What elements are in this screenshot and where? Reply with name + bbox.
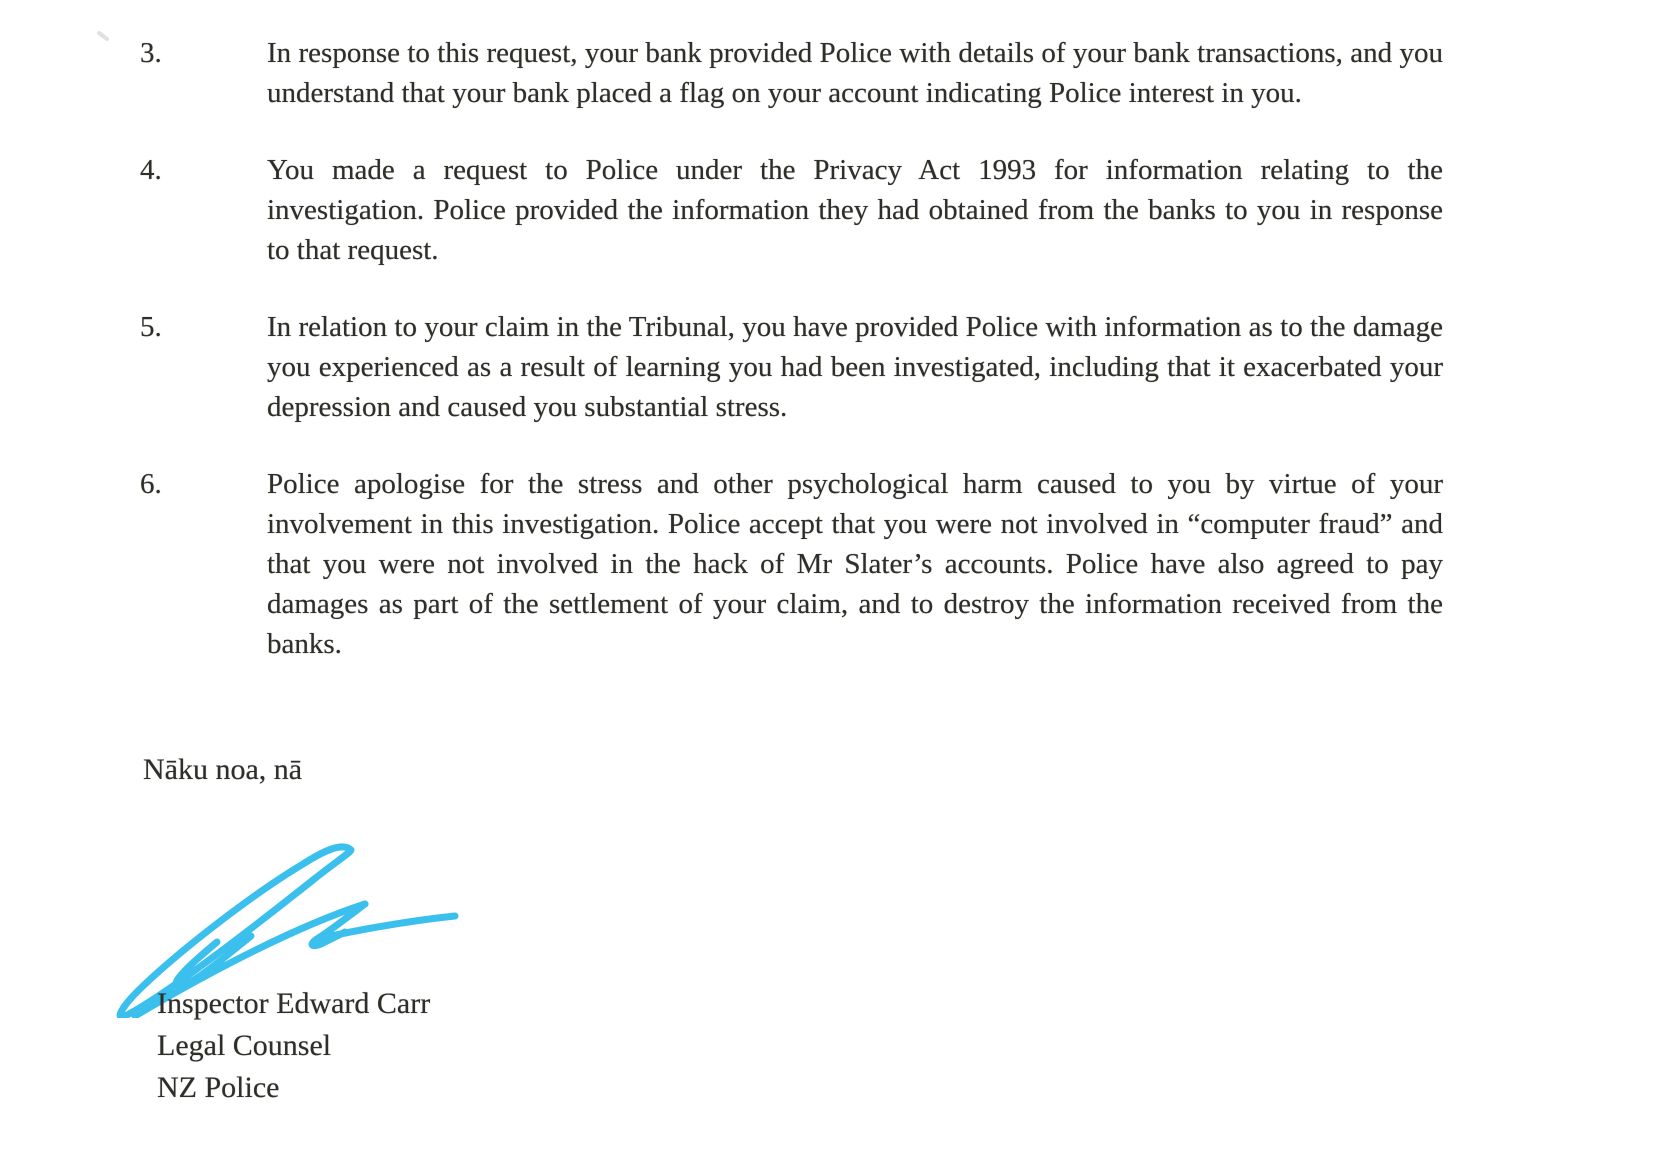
numbered-paragraph-6 (140, 464, 1662, 664)
numbered-paragraph-4 (140, 150, 1662, 270)
signatory-title: Legal Counsel (157, 1029, 332, 1062)
paragraph-number: 3. (140, 37, 162, 69)
paragraph-number: 6. (140, 468, 162, 500)
signatory-name: Inspector Edward Carr (157, 987, 431, 1020)
signature-block (157, 983, 430, 1109)
paragraph-number: 4. (140, 154, 162, 186)
valediction: Nāku noa, nā (143, 753, 303, 786)
paragraph-text: Police apologise for the stress and other psychological harm caused to you by virtue of your involvement in this investigation. Police accept that you were not involved in “computer fraud” and that you were not involved in the hack of Mr Slater’s accounts. Police have also agreed to pay damages as part of the settlement of your claim, and to destroy the information received from the banks. (267, 468, 1443, 660)
signatory-org: NZ Police (157, 1071, 280, 1104)
numbered-paragraph-5 (140, 307, 1662, 427)
paragraph-number: 5. (140, 311, 162, 343)
numbered-paragraph-3 (140, 33, 1662, 113)
paragraph-text: In response to this request, your bank provided Police with details of your bank transactions, and you understand that your bank placed a flag on your account indicating Police interest in you. (267, 37, 1443, 109)
letter-body (0, 33, 1662, 790)
paragraph-text: In relation to your claim in the Tribunal, you have provided Police with information as to the damage you experienced as a result of learning you had been investigated, including that it exacerbated your depression and caused you substantial stress. (267, 311, 1443, 423)
paragraph-text: You made a request to Police under the Privacy Act 1993 for information relating to the investigation. Police provided the information they had obtained from the banks to you in response to that request. (267, 154, 1443, 266)
